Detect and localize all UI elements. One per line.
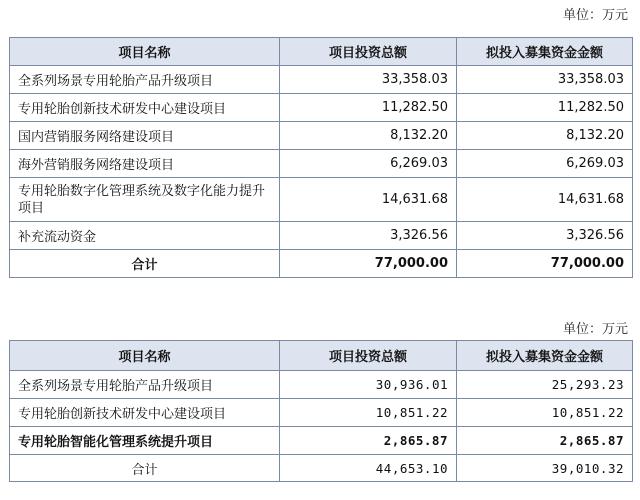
- unit-label: 单位：万元: [562, 8, 628, 23]
- investment-table-2: [9, 340, 633, 482]
- header-raised-funds: 拟投入募集资金金额: [457, 38, 633, 66]
- raised-funds-cell: 2,865.87: [457, 427, 633, 455]
- table-row: [10, 122, 633, 150]
- project-name-cell: 国内营销服务网络建设项目: [10, 122, 280, 150]
- project-name-cell: 补充流动资金: [10, 222, 280, 250]
- raised-funds-cell: 33,358.03: [457, 66, 633, 94]
- table-row: [10, 94, 633, 122]
- investment-table-1: [9, 37, 633, 278]
- total-investment-cell: 2,865.87: [280, 427, 457, 455]
- table-row: [10, 222, 633, 250]
- project-name-cell: 全系列场景专用轮胎产品升级项目: [10, 371, 280, 399]
- total-label: 合计: [10, 455, 280, 482]
- table-row: [10, 371, 633, 399]
- raised-funds-sum: 39,010.32: [457, 455, 633, 482]
- table-header-row: [10, 38, 633, 66]
- total-label: 合计: [10, 250, 280, 278]
- project-name-cell: 海外营销服务网络建设项目: [10, 150, 280, 178]
- header-total-investment: 项目投资总额: [280, 38, 457, 66]
- raised-funds-cell: 11,282.50: [457, 94, 633, 122]
- table-row: [10, 66, 633, 94]
- raised-funds-cell: 25,293.23: [457, 371, 633, 399]
- project-name-cell: 专用轮胎智能化管理系统提升项目: [10, 427, 280, 455]
- table-row: [10, 427, 633, 455]
- header-project-name: 项目名称: [10, 38, 280, 66]
- project-name-cell: 专用轮胎创新技术研发中心建设项目: [10, 399, 280, 427]
- raised-funds-cell: 14,631.68: [457, 178, 633, 222]
- raised-funds-cell: 6,269.03: [457, 150, 633, 178]
- total-investment-cell: 11,282.50: [280, 94, 457, 122]
- table-row: [10, 178, 633, 222]
- total-investment-cell: 8,132.20: [280, 122, 457, 150]
- total-row: [10, 250, 633, 278]
- header-raised-funds: 拟投入募集资金金额: [457, 341, 633, 371]
- header-total-investment: 项目投资总额: [280, 341, 457, 371]
- total-investment-sum: 44,653.10: [280, 455, 457, 482]
- total-investment-cell: 33,358.03: [280, 66, 457, 94]
- unit-label: 单位：万元: [562, 322, 628, 337]
- total-investment-cell: 6,269.03: [280, 150, 457, 178]
- raised-funds-cell: 3,326.56: [457, 222, 633, 250]
- total-investment-cell: 14,631.68: [280, 178, 457, 222]
- total-investment-sum: 77,000.00: [280, 250, 457, 278]
- table-header-row: [10, 341, 633, 371]
- raised-funds-sum: 77,000.00: [457, 250, 633, 278]
- table-row: [10, 150, 633, 178]
- total-investment-cell: 30,936.01: [280, 371, 457, 399]
- total-investment-cell: 3,326.56: [280, 222, 457, 250]
- header-project-name: 项目名称: [10, 341, 280, 371]
- raised-funds-cell: 8,132.20: [457, 122, 633, 150]
- raised-funds-cell: 10,851.22: [457, 399, 633, 427]
- project-name-cell: 专用轮胎数字化管理系统及数字化能力提升项目: [10, 178, 280, 222]
- project-name-cell: 全系列场景专用轮胎产品升级项目: [10, 66, 280, 94]
- total-row: [10, 455, 633, 482]
- table-row: [10, 399, 633, 427]
- project-name-cell: 专用轮胎创新技术研发中心建设项目: [10, 94, 280, 122]
- total-investment-cell: 10,851.22: [280, 399, 457, 427]
